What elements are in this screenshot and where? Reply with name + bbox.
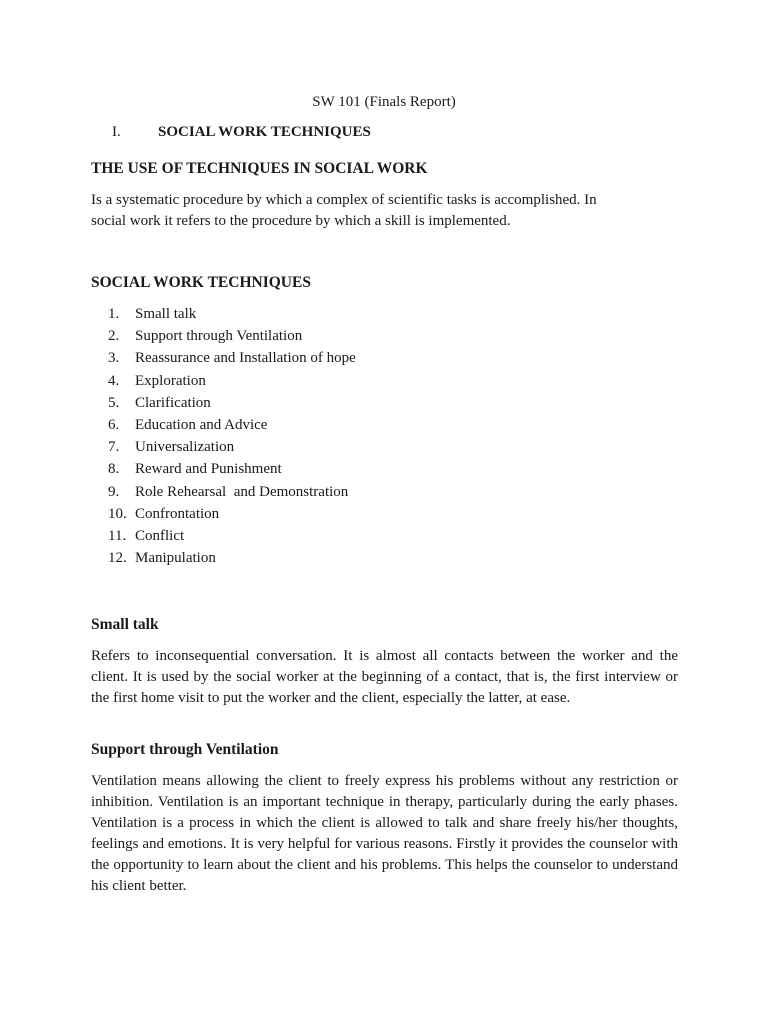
small-talk-heading-block	[91, 614, 678, 635]
list-item-text: Universalization	[135, 439, 235, 456]
list-item-text: Small talk	[135, 306, 197, 322]
use-heading-block	[91, 158, 678, 179]
techniques-heading: SOCIAL WORK TECHNIQUES	[91, 274, 311, 291]
list-item-text: Support through Ventilation	[135, 328, 303, 345]
ventilation-heading: Support through Ventilation	[91, 741, 279, 758]
section-title: SOCIAL WORK TECHNIQUES	[158, 124, 371, 140]
list-item-number: 8.	[108, 461, 120, 478]
list-item	[108, 436, 356, 458]
list-item	[108, 347, 356, 369]
ventilation-paragraph-block	[91, 771, 678, 897]
use-heading: THE USE OF TECHNIQUES IN SOCIAL WORK	[91, 160, 428, 177]
list-item-number: 12.	[108, 550, 127, 567]
list-item-text: Conflict	[135, 528, 185, 545]
techniques-list	[108, 303, 356, 569]
list-item	[108, 392, 356, 414]
techniques-heading-block	[91, 272, 678, 293]
list-item-number: 7.	[108, 439, 120, 456]
ventilation-paragraph: Ventilation means allowing the client to freely express his problems without any restriction or inhibition. Ventilation is an important technique in therapy, particularly during the early phases. Ventilation is a process in which the client is allowed to talk and share freely his/her thoughts, feelings and emotions. It is very helpful for various reasons. Firstly it provides the counselor with the opportunity to learn about the client and his problems. This helps the counselor to understand his client better.	[91, 773, 678, 894]
list-item-number: 11.	[108, 528, 127, 545]
list-item-text: Confrontation	[135, 505, 220, 522]
section-heading	[112, 124, 371, 141]
list-item	[108, 414, 356, 436]
document-header: SW 101 (Finals Report)	[312, 94, 456, 110]
small-talk-paragraph-block	[91, 646, 678, 709]
list-item-text: Role Rehearsal and Demonstration	[135, 483, 349, 500]
ventilation-heading-block	[91, 739, 678, 760]
list-item-text: Exploration	[135, 372, 206, 389]
list-item-number: 5.	[108, 394, 120, 411]
list-item-number: 10.	[108, 505, 127, 522]
use-paragraph	[91, 190, 678, 232]
list-item	[108, 525, 356, 547]
list-item	[108, 370, 356, 392]
list-item	[108, 503, 356, 525]
list-item-text: Education and Advice	[135, 417, 268, 434]
list-item-number: 1.	[108, 306, 120, 322]
list-item	[108, 547, 356, 569]
list-item-text: Manipulation	[135, 550, 216, 567]
list-item	[108, 458, 356, 480]
list-item-text: Reward and Punishment	[135, 461, 282, 478]
section-number: I.	[112, 124, 121, 140]
list-item-number: 4.	[108, 372, 120, 389]
small-talk-heading: Small talk	[91, 616, 159, 633]
list-item-number: 2.	[108, 328, 120, 345]
list-item-text: Clarification	[135, 394, 211, 411]
list-item	[108, 303, 356, 325]
list-item-number: 6.	[108, 417, 120, 434]
small-talk-paragraph: Refers to inconsequential conversation. It is almost all contacts between the worker and the client. It is used by the social worker at the beginning of a contact, that is, the first interview or the first home visit to put the worker and the client, especially the latter, at ease.	[91, 648, 678, 706]
use-paragraph-line-1: Is a systematic procedure by which a complex of scientific tasks is accomplished. In	[91, 192, 597, 208]
list-item-number: 3.	[108, 350, 120, 367]
use-paragraph-line-2: social work it refers to the procedure by which a skill is implemented.	[91, 213, 511, 229]
list-item	[108, 325, 356, 347]
list-item-number: 9.	[108, 483, 120, 500]
list-item-text: Reassurance and Installation of hope	[135, 350, 356, 367]
list-item	[108, 481, 356, 503]
